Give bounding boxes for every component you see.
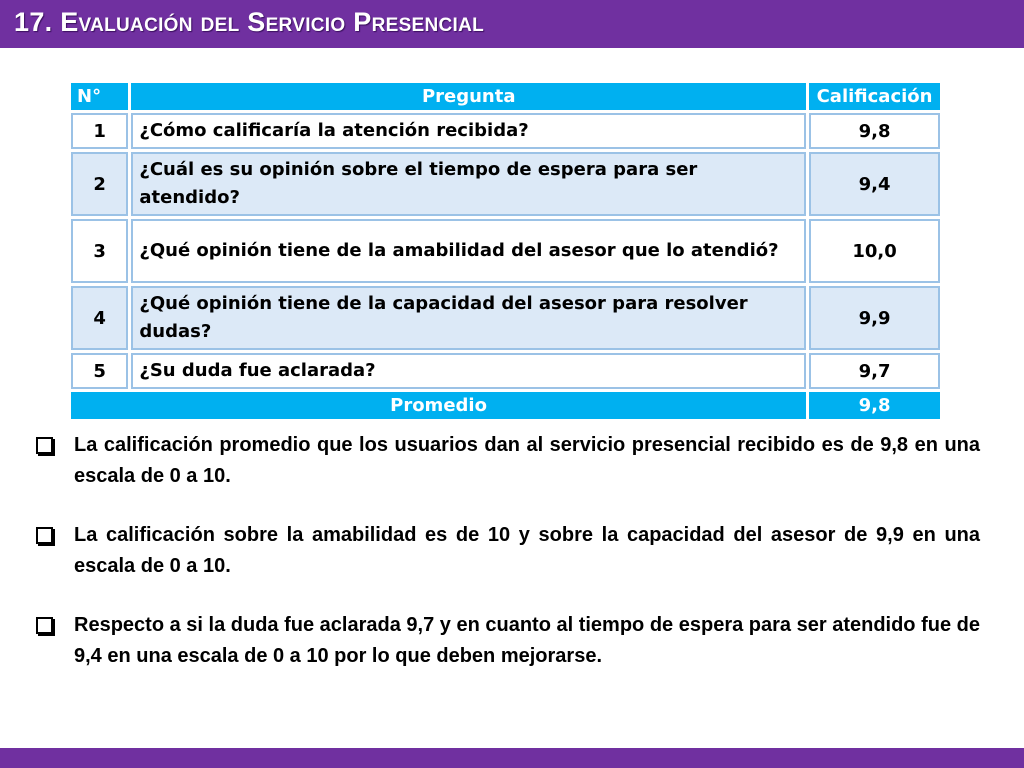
list-item <box>36 610 980 672</box>
title-bar <box>0 0 1024 48</box>
row-num: 2 <box>71 152 128 216</box>
table-row <box>71 353 940 389</box>
row-question: ¿Qué opinión tiene de la amabilidad del asesor que lo atendió? <box>131 219 806 283</box>
row-num: 1 <box>71 113 128 149</box>
table-row <box>71 286 940 350</box>
list-item <box>36 430 980 492</box>
table-row <box>71 219 940 283</box>
header-score: Calificación <box>809 83 940 110</box>
checkbox-square-icon <box>36 617 53 634</box>
row-score: 9,4 <box>809 152 940 216</box>
slide-title: 17. Evaluación del Servicio Presencial <box>14 7 485 37</box>
row-score: 9,9 <box>809 286 940 350</box>
table-row <box>71 152 940 216</box>
table-header-row <box>71 83 940 110</box>
bottom-bar <box>0 748 1024 768</box>
bullet-text: Respecto a si la duda fue aclarada 9,7 y en cuanto al tiempo de espera para ser atendido fue de 9,4 en una escala de 0 a 10 por lo que deben mejorarse. <box>74 614 980 667</box>
row-score: 10,0 <box>809 219 940 283</box>
findings-list <box>36 430 980 700</box>
row-question: ¿Su duda fue aclarada? <box>131 353 806 389</box>
evaluation-table <box>68 80 943 422</box>
row-num: 5 <box>71 353 128 389</box>
row-num: 3 <box>71 219 128 283</box>
list-item <box>36 520 980 582</box>
checkbox-square-icon <box>36 437 53 454</box>
bullet-text: La calificación promedio que los usuarios dan al servicio presencial recibido es de 9,8 en una escala de 0 a 10. <box>74 434 980 487</box>
row-question: ¿Cómo calificaría la atención recibida? <box>131 113 806 149</box>
header-num: N° <box>71 83 128 110</box>
average-label: Promedio <box>71 392 806 419</box>
header-question: Pregunta <box>131 83 806 110</box>
row-question: ¿Qué opinión tiene de la capacidad del asesor para resolver dudas? <box>131 286 806 350</box>
average-score: 9,8 <box>809 392 940 419</box>
bullet-text: La calificación sobre la amabilidad es de 10 y sobre la capacidad del asesor de 9,9 en una escala de 0 a 10. <box>74 524 980 577</box>
row-question: ¿Cuál es su opinión sobre el tiempo de espera para ser atendido? <box>131 152 806 216</box>
checkbox-square-icon <box>36 527 53 544</box>
row-score: 9,8 <box>809 113 940 149</box>
row-score: 9,7 <box>809 353 940 389</box>
table-row <box>71 113 940 149</box>
average-row <box>71 392 940 419</box>
row-num: 4 <box>71 286 128 350</box>
